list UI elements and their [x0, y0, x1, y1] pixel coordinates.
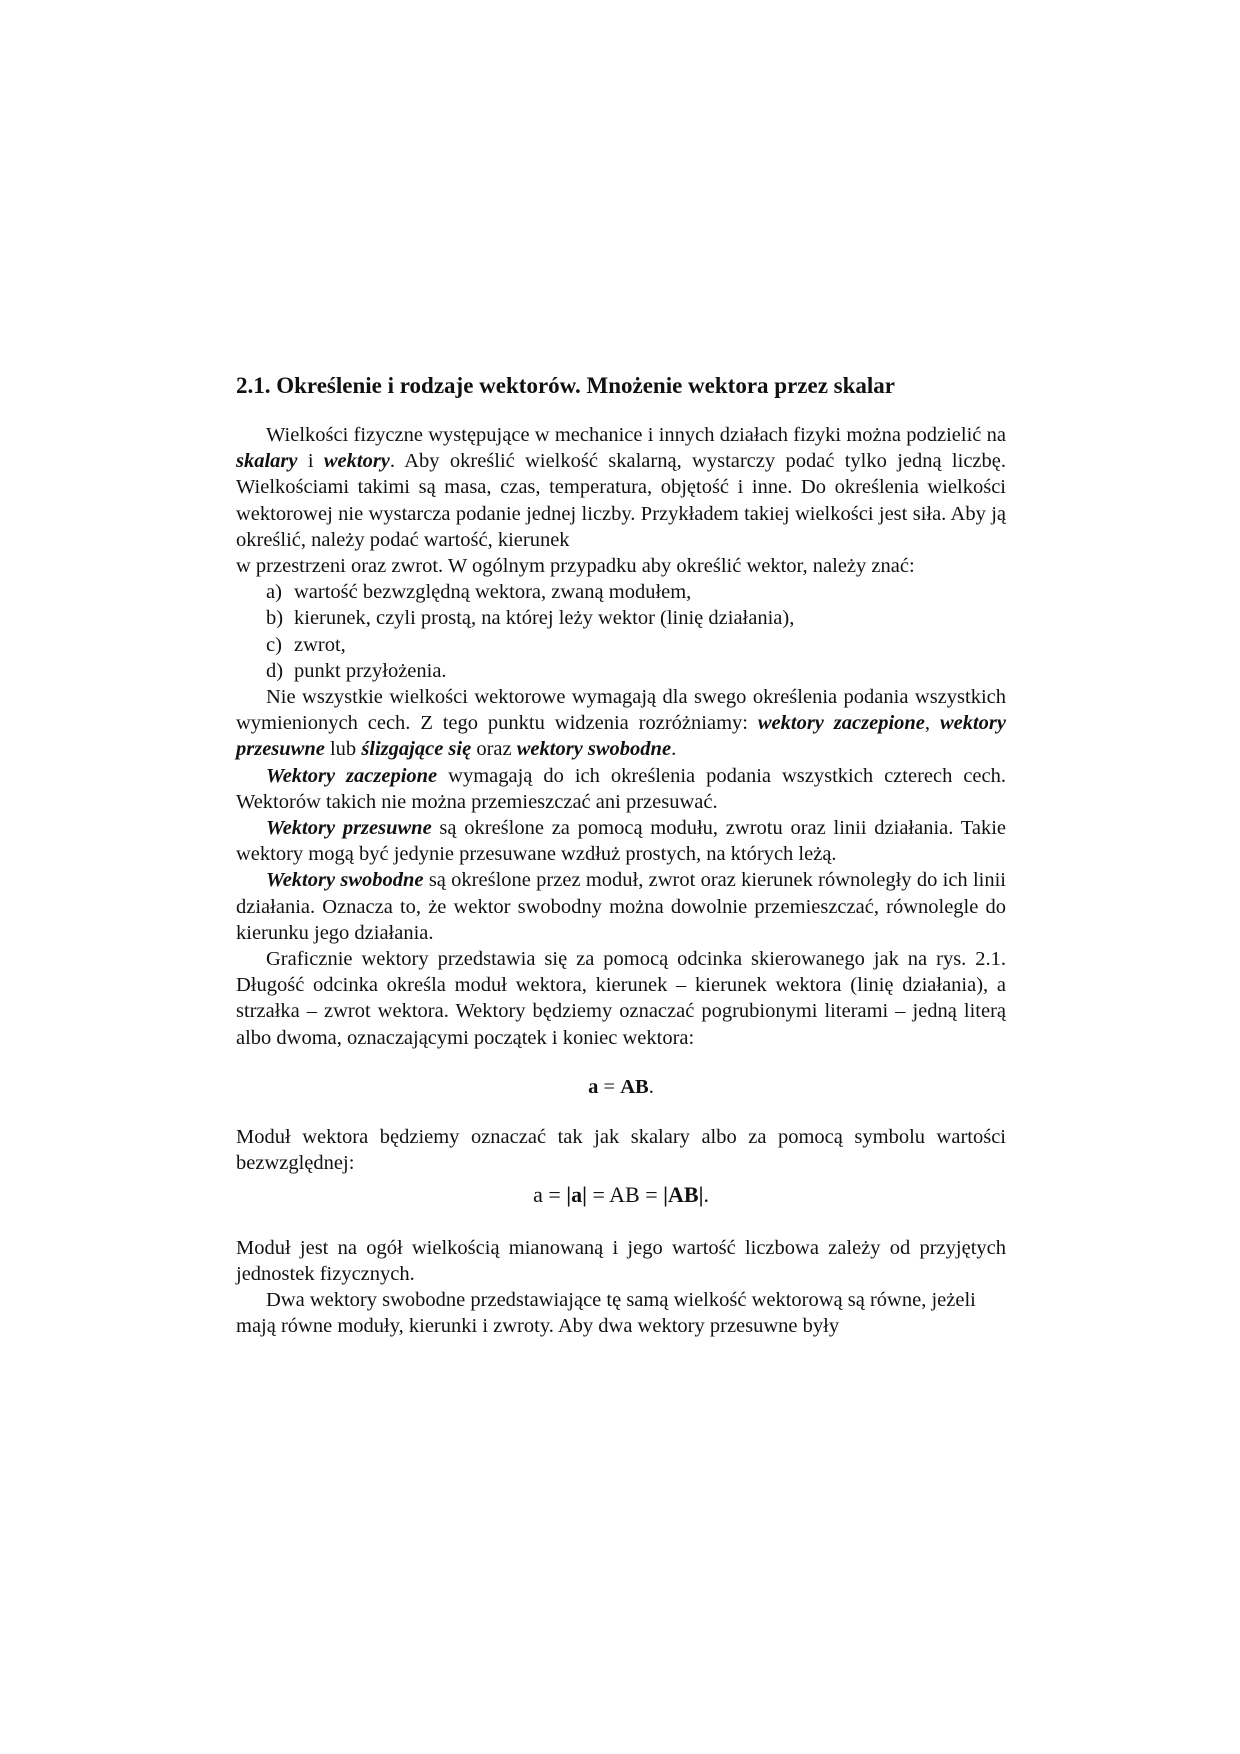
term-wektory-zaczepione: wektory zaczepione — [757, 712, 925, 735]
list-item: a) wartość bezwzględną wektora, zwaną modułem, — [266, 581, 692, 604]
list-item: d) punkt przyłożenia. — [266, 659, 447, 682]
paragraph-requirements: w przestrzeni oraz zwrot. W ogólnym przypadku aby określić wektor, należy znać: — [236, 555, 915, 578]
list-item: b) kierunek, czyli prostą, na której leży wektor (linię działania), — [266, 607, 795, 630]
paragraph-modulus-units: Moduł jest na ogół wielkością mianowaną i jego wartość liczbowa zależy od przyjętych jednostek fizycznych. — [236, 1236, 1006, 1285]
paragraph-intro: Wielkości fizyczne występujące w mechanice i innych działach fizyki można podzielić na skalary i wektory. Aby określić wielkość skalarną, wystarczy podać tylko jedną liczbę. Wielkościami takimi są masa, czas, temperatura, objętość i inne. Do określenia wielkości wektorowej nie wystarcza podanie jednej liczby. Przykładem takiej wielkości jest siła. Aby ją określić, należy podać wartość, kierunek — [236, 424, 1006, 551]
paragraph-graphic-representation: Graficznie wektory przedstawia się za pomocą odcinka skierowanego jak na rys. 2.1. Długość odcinka określa moduł wektora, kierunek – kierunek wektora (linię działania), a strzałka – zwrot wektora. Wektory będziemy oznaczać pogrubionymi literami – jedną literą albo dwoma, oznaczającymi początek i koniec wektora: — [236, 948, 1006, 1049]
term-wektory: wektory — [323, 450, 390, 473]
term-wektory-przesuwne: wektory przesuwne — [236, 712, 1006, 761]
formula-vector-notation: a = AB. — [588, 1075, 654, 1098]
term-wektory-swobodne: wektory swobodne — [516, 738, 672, 761]
vector-features-list — [236, 579, 1006, 684]
section-heading: 2.1. Określenie i rodzaje wektorów. Mnożenie wektora przez skalar — [236, 373, 895, 398]
paragraph-equal-vectors: Dwa wektory swobodne przedstawiające tę samą wielkość wektorową są równe, jeżeli mają równe moduły, kierunki i zwroty. Aby dwa wektory przesuwne były — [236, 1289, 976, 1338]
paragraph-sliding-vectors: Wektory przesuwne są określone za pomocą modułu, zwrotu oraz linii działania. Takie wektory mogą być jedynie przesuwane wzdłuż prostych, na których leżą. — [236, 817, 1006, 866]
formula-modulus: a = |a| = AB = |AB|. — [533, 1182, 709, 1208]
page-content — [236, 372, 1006, 1340]
paragraph-fixed-vectors: Wektory zaczepione wymagają do ich określenia podania wszystkich czterech cech. Wektorów takich nie można przemieszczać ani przesuwać. — [236, 764, 1006, 813]
paragraph-vector-types: Nie wszystkie wielkości wektorowe wymagają dla swego określenia podania wszystkich wymienionych cech. Z tego punktu widzenia rozróżniamy: wektory zaczepione, wektory przesuwne lub ślizgające się oraz wektory swobodne. — [236, 686, 1006, 761]
paragraph-modulus-notation: Moduł wektora będziemy oznaczać tak jak skalary albo za pomocą symbolu wartości bezwzględnej: — [236, 1126, 1006, 1175]
term-skalary: skalary — [236, 450, 298, 473]
term-slizgajace-sie: ślizgające się — [361, 738, 472, 761]
list-item: c) zwrot, — [266, 633, 346, 656]
paragraph-free-vectors: Wektory swobodne są określone przez moduł, zwrot oraz kierunek równoległy do ich linii działania. Oznacza to, że wektor swobodny można dowolnie przemieszczać, równolegle do kierunku jego działania. — [236, 869, 1006, 944]
